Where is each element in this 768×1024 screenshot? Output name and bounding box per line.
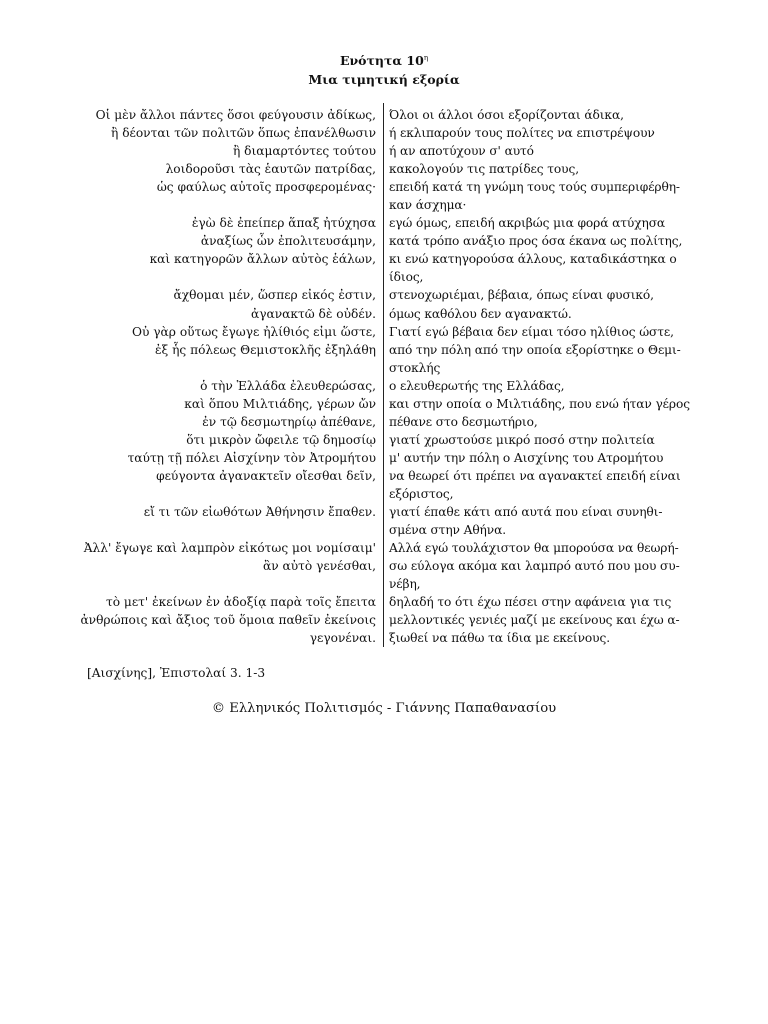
modern-text-line: από την πόλη από την οποία εξορίστηκε ο Θεμι- (389, 342, 681, 357)
modern-text-line: εγώ όμως, επειδή ακριβώς μια φορά ατύχησα (389, 216, 666, 231)
modern-text-line: κακολογούν τις πατρίδες τους, (389, 162, 579, 177)
ancient-text-line: ἀγανακτῶ δὲ οὐδέν. (251, 306, 376, 321)
modern-text-line: Γιατί εγώ βέβαια δεν είμαι τόσο ηλίθιος ώστε, (389, 324, 674, 339)
ancient-text-line: ἐν τῷ δεσμωτηρίῳ ἀπέθανε, (202, 414, 376, 429)
ancient-text-line: καὶ ὅπου Μιλτιάδης, γέρων ὤν (184, 396, 376, 411)
modern-text-line: μελλοντικές γενιές μαζί με εκείνους και έχω α- (389, 613, 680, 628)
modern-text-line: ή αν αποτύχουν σ' αυτό (389, 144, 534, 159)
ancient-text-line: ἐξ ἧς πόλεως Θεμιστοκλῆς ἐξηλάθη (154, 342, 376, 357)
modern-text-line: και στην οποία ο Μιλτιάδης, που ενώ ήταν γέρος (389, 396, 690, 411)
modern-translation-column (389, 106, 690, 647)
ancient-text-line: καὶ κατηγορῶν ἄλλων αὐτὸς ἑάλων, (149, 252, 376, 267)
ancient-text-line: ὡς φαύλως αὐτοῖς προσφερομένας· (156, 180, 376, 195)
modern-text-line: μ' αυτήν την πόλη ο Αισχίνης του Ατρομήτου (389, 450, 664, 465)
source-citation: [Αισχίνης], Ἐπιστολαί 3. 1-3 (87, 666, 266, 680)
modern-text-line: στενοχωριέμαι, βέβαια, όπως είναι φυσικό, (389, 288, 654, 303)
modern-text-line: ίδιος, (389, 270, 424, 285)
ancient-text-line: ἐγὼ δὲ ἐπείπερ ἅπαξ ἠτύχησα (191, 216, 376, 231)
modern-text-line: γιατί χρωστούσε μικρό ποσό στην πολιτεία (389, 432, 655, 447)
ancient-text-line: Οἱ μὲν ἄλλοι πάντες ὅσοι φεύγουσιν ἀδίκως, (95, 108, 376, 122)
modern-text-line: κι ενώ κατηγορούσα άλλους, καταδικάστηκα ο (389, 252, 677, 267)
modern-text-line: δηλαδή το ότι έχω πέσει στην αφάνεια για τις (389, 595, 672, 610)
ancient-text-line: Οὐ γὰρ οὕτως ἔγωγε ἠλίθιός εἰμι ὥστε, (132, 324, 376, 339)
ancient-text-line: ὅτι μικρὸν ὤφειλε τῷ δημοσίῳ (186, 432, 376, 447)
modern-text-line: νέβη, (389, 577, 421, 592)
ancient-text-line: φεύγοντα ἀγανακτεῖν οἴεσθαι δεῖν, (156, 468, 376, 483)
ancient-text-line: ἀναξίως ὧν ἐπολιτευσάμην, (200, 234, 376, 249)
section-subtitle: Μια τιμητική εξορία (308, 72, 460, 87)
ancient-text-line: τὸ μετ' ἐκείνων ἐν ἀδοξίᾳ παρὰ τοῖς ἔπειτα (105, 595, 376, 610)
modern-text-line: Αλλά εγώ τουλάχιστον θα μπορούσα να θεωρή- (389, 541, 679, 556)
ancient-text-line (60, 268, 376, 286)
ancient-text-line (60, 575, 376, 593)
ancient-text-line: γεγονέναι. (309, 631, 376, 646)
ancient-text-line (60, 521, 376, 539)
ancient-text-line (60, 359, 376, 377)
ancient-text-line: Ἀλλ' ἔγωγε καὶ λαμπρὸν εἰκότως μοι νομίσαιμ' (83, 541, 376, 556)
ancient-text-line: ἂν αὐτὸ γενέσθαι, (263, 559, 376, 574)
copyright-notice: © Ελληνικός Πολιτισμός - Γιάννης Παπαθανασίου (211, 701, 557, 716)
modern-text-line: καν άσχημα· (389, 198, 467, 213)
modern-text-line: όμως καθόλου δεν αγανακτώ. (389, 306, 572, 321)
modern-text-line: ο ελευθερωτής της Ελλάδας, (389, 378, 565, 393)
modern-text-line: εξόριστος, (389, 486, 454, 501)
modern-text-line: στοκλής (389, 360, 441, 375)
section-title-text: Ενότητα 10 (339, 53, 424, 68)
modern-text-line: ή εκλιπαρούν τους πολίτες να επιστρέψουν (389, 126, 655, 141)
modern-text-line: κατά τρόπο ανάξιο προς όσα έκανα ως πολίτης, (389, 234, 683, 249)
ancient-text-column (60, 106, 376, 647)
ancient-text-line (60, 196, 376, 214)
modern-text-line: πέθανε στο δεσμωτήριο, (389, 414, 538, 429)
ancient-text-line: ὁ τὴν Ἑλλάδα ἐλευθερώσας, (200, 378, 376, 393)
ancient-text-line: εἴ τι τῶν εἰωθότων Ἀθήνησιν ἔπαθεν. (143, 505, 376, 520)
modern-text-line: Όλοι οι άλλοι όσοι εξορίζονται άδικα, (389, 108, 624, 122)
section-title (0, 53, 768, 68)
modern-text-line: ξιωθεί να πάθω τα ίδια με εκείνους. (389, 631, 610, 646)
ancient-text-line: λοιδοροῦσι τὰς ἑαυτῶν πατρίδας, (165, 162, 376, 177)
ancient-text-line: ἢ δέονται τῶν πολιτῶν ὅπως ἐπανέλθωσιν (111, 126, 376, 141)
modern-text-line: σμένα στην Αθήνα. (389, 523, 506, 538)
ancient-text-line: ἀνθρώποις καὶ ἄξιος τοῦ ὅμοια παθεῖν ἐκείνοις (80, 613, 376, 628)
section-title-superscript: η (423, 53, 429, 62)
modern-text-line: γιατί έπαθε κάτι από αυτά που είναι συνηθι- (389, 505, 663, 520)
ancient-text-line (60, 485, 376, 503)
modern-text-line: να θεωρεί ότι πρέπει να αγανακτεί επειδή είναι (389, 468, 681, 483)
column-divider (383, 103, 384, 647)
modern-text-line: σω εύλογα ακόμα και λαμπρό αυτό που μου συ- (389, 559, 680, 574)
modern-text-line: επειδή κατά τη γνώμη τους τούς συμπεριφέρθη- (389, 180, 680, 195)
ancient-text-line: ταύτῃ τῇ πόλει Αἰσχίνην τὸν Ἀτρομήτου (127, 450, 376, 465)
ancient-text-line: ἄχθομαι μέν, ὥσπερ εἰκός ἐστιν, (173, 288, 376, 303)
ancient-text-line: ἢ διαμαρτόντες τούτου (232, 144, 376, 159)
